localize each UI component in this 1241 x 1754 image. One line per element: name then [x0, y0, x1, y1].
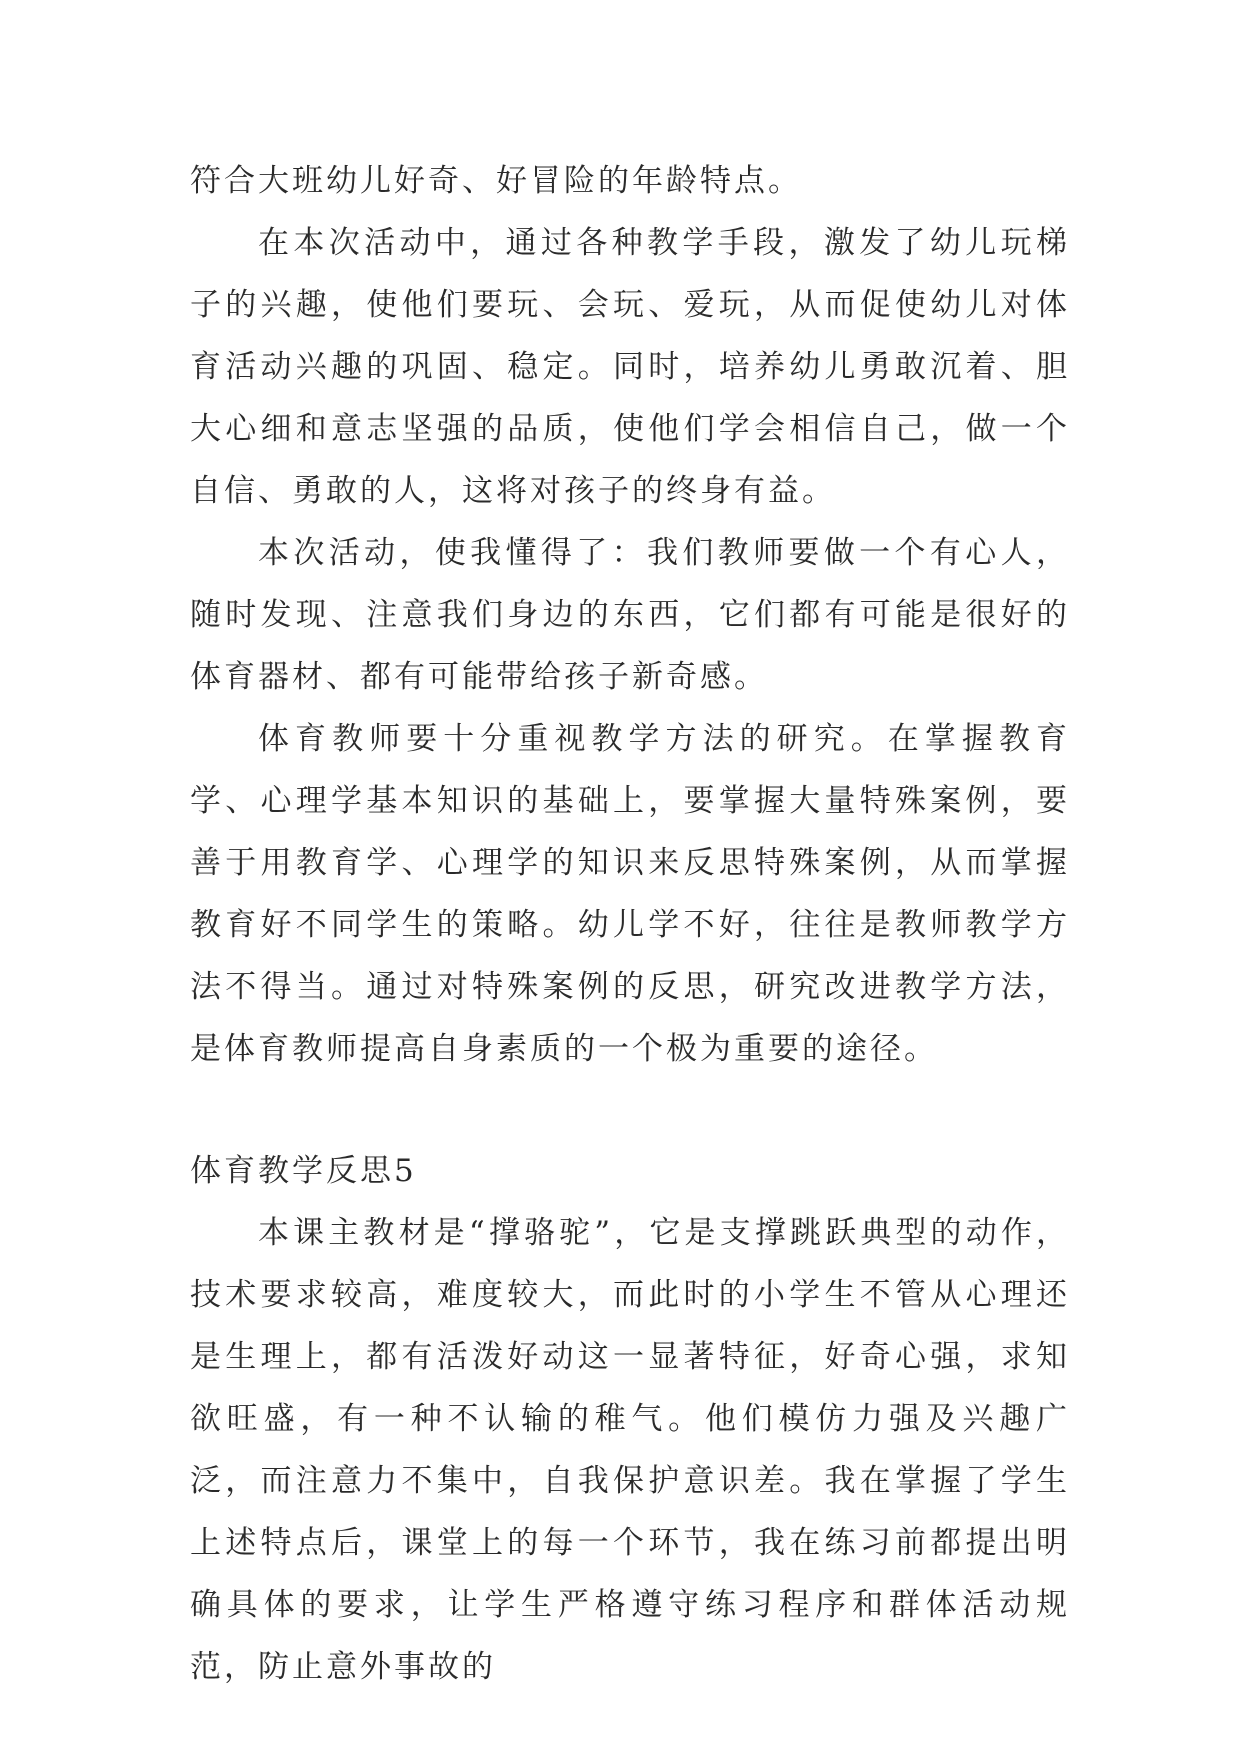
- paragraph-3: 本次活动，使我懂得了：我们教师要做一个有心人，随时发现、注意我们身边的东西，它们都有可能是很好的体育器材、都有可能带给孩子新奇感。: [190, 535, 1070, 695]
- section-heading: 体育教学反思5: [190, 1153, 417, 1189]
- paragraph-2: 在本次活动中，通过各种教学手段，激发了幼儿玩梯子的兴趣，使他们要玩、会玩、爱玩，从而促使幼儿对体育活动兴趣的巩固、稳定。同时，培养幼儿勇敢沉着、胆大心细和意志坚强的品质，使他们学会相信自己，做一个自信、勇敢的人，这将对孩子的终身有益。: [190, 225, 1070, 509]
- paragraph-4: 体育教师要十分重视教学方法的研究。在掌握教育学、心理学基本知识的基础上，要掌握大量特殊案例，要善于用教育学、心理学的知识来反思特殊案例，从而掌握教育好不同学生的策略。幼儿学不好，往往是教师教学方法不得当。通过对特殊案例的反思，研究改进教学方法，是体育教师提高自身素质的一个极为重要的途径。: [190, 721, 1070, 1067]
- paragraph-5: 本课主教材是“撑骆驼”，它是支撑跳跃典型的动作，技术要求较高，难度较大，而此时的小学生不管从心理还是生理上，都有活泼好动这一显著特征，好奇心强，求知欲旺盛，有一种不认输的稚气。他们模仿力强及兴趣广泛，而注意力不集中，自我保护意识差。我在掌握了学生上述特点后，课堂上的每一个环节，我在练习前都提出明确具体的要求，让学生严格遵守练习程序和群体活动规范，防止意外事故的: [190, 1215, 1070, 1685]
- paragraph-1: 符合大班幼儿好奇、好冒险的年龄特点。: [190, 163, 802, 199]
- document-body: [190, 150, 1070, 1698]
